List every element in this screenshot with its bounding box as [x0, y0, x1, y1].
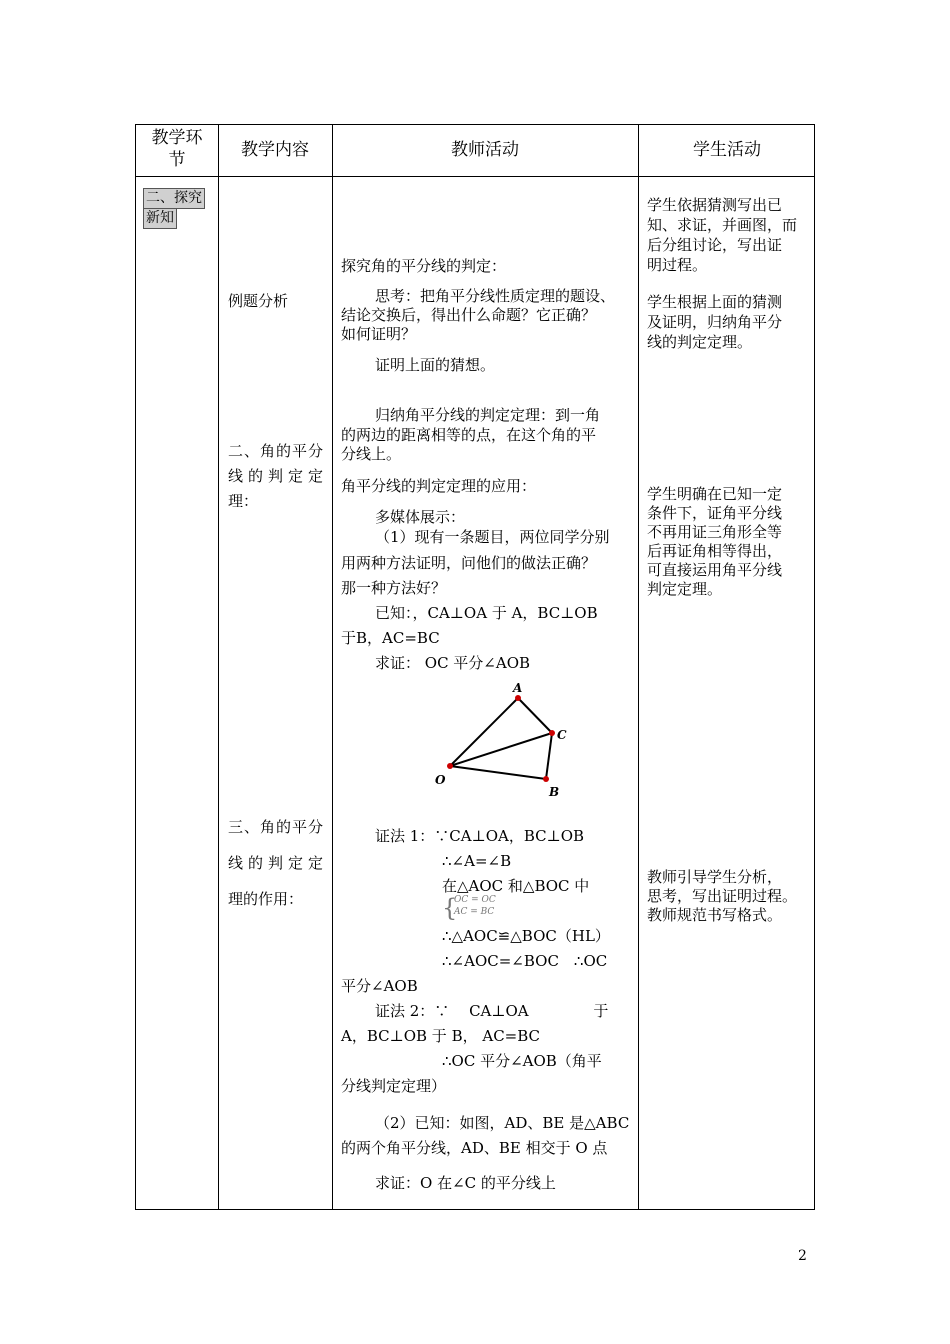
problem2-line2: 的两个角平分线，AD、BE 相交于 O 点 [341, 1139, 608, 1157]
header-content: 教学内容 [241, 140, 309, 160]
point-o [447, 763, 453, 769]
method1-line3: 在△AOC 和△BOC 中 [442, 877, 590, 895]
segment-bc [546, 733, 552, 779]
teacher-problem1-line2: 用两种方法证明，问他们的做法正确？ [341, 554, 597, 572]
method1-line6: 平分∠AOB [341, 977, 418, 995]
method2-line3: ∴OC 平分∠AOB（角平 [442, 1052, 602, 1070]
teacher-multimedia: 多媒体展示： [375, 508, 466, 526]
stage-label-line2: 新知 [143, 208, 177, 229]
content-section3-line2: 线的判定定 [228, 854, 323, 872]
point-b [543, 776, 549, 782]
student-s1-line4: 明过程。 [647, 256, 708, 274]
segment-ob [450, 766, 546, 779]
method2-line2: A，BC⊥OB 于 B， AC=BC [341, 1027, 541, 1045]
teacher-given1-line1: 已知：，CA⊥OA 于 A，BC⊥OB [375, 604, 598, 622]
student-s3-line2: 条件下，证角平分线 [647, 504, 783, 522]
method2-line1: 证法 2：∵ CA⊥OA 于 [375, 1002, 609, 1020]
problem2-prove: 求证：O 在∠C 的平分线上 [375, 1174, 556, 1192]
student-s1-line3: 后分组讨论，写出证 [647, 236, 783, 254]
header-divider [136, 176, 814, 177]
content-section3-line1: 三、角的平分 [228, 818, 323, 836]
stage-label-line1: 二、探究 [143, 188, 205, 209]
method1-eq1: OC = OC [454, 895, 496, 905]
col-divider [218, 125, 219, 1209]
teacher-summary-line3: 分线上。 [341, 445, 402, 463]
problem2-line1: （2）已知：如图，AD、BE 是△ABC [375, 1114, 630, 1132]
student-s4-line2: 思考，写出证明过程。 [647, 887, 798, 905]
segment-ac [518, 698, 552, 733]
content-section2-line1: 二、角的平分 [228, 442, 323, 460]
student-s4-line3: 教师规范书写格式。 [647, 906, 783, 924]
label-c: C [557, 728, 567, 742]
method1-eq2: AC = BC [454, 907, 495, 917]
student-s4-line1: 教师引导学生分析， [647, 868, 783, 886]
point-a [515, 695, 521, 701]
method2-line4: 分线判定定理） [341, 1077, 447, 1095]
content-example: 例题分析 [228, 292, 289, 310]
teacher-prove1: 求证： OC 平分∠AOB [375, 654, 531, 672]
content-section2-line3: 理： [228, 492, 259, 510]
student-s1-line1: 学生依据猜测写出已 [647, 196, 783, 214]
content-section2-line2: 线的判定定 [228, 467, 323, 485]
col-divider [638, 125, 639, 1209]
teacher-summary-line1: 归纳角平分线的判定定理：到一角 [375, 406, 601, 424]
triangle-figure [425, 676, 585, 801]
student-s3-line4: 后再证角相等得出， [647, 542, 783, 560]
teacher-think-line3: 如何证明？ [341, 325, 417, 343]
label-o: O [435, 773, 446, 787]
student-s2-line3: 线的判定定理。 [647, 333, 753, 351]
method1-line4: ∴△AOC≌△BOC（HL） [442, 927, 610, 945]
student-s3-line5: 可直接运用角平分线 [647, 561, 783, 579]
student-s3-line6: 判定定理。 [647, 580, 723, 598]
method1-line2: ∴∠A=∠B [442, 852, 512, 870]
teacher-application: 角平分线的判定定理的应用： [341, 477, 537, 495]
teacher-think-line1: 思考：把角平分线性质定理的题设、 [375, 287, 616, 305]
content-section3-line3: 理的作用： [228, 890, 304, 908]
label-b: B [549, 785, 560, 799]
brace-icon: { [442, 894, 458, 922]
teacher-problem1-line1: （1）现有一条题目，两位同学分别 [375, 528, 610, 546]
teacher-problem1-line3: 那一种方法好？ [341, 579, 447, 597]
student-s2-line2: 及证明，归纳角平分 [647, 313, 783, 331]
label-a: A [513, 681, 523, 695]
teacher-summary-line2: 的两边的距离相等的点，在这个角的平 [341, 426, 597, 444]
student-s3-line3: 不再用证三角形全等 [647, 523, 783, 541]
teacher-prove: 证明上面的猜想。 [375, 356, 496, 374]
student-s1-line2: 知、求证，并画图，而 [647, 216, 798, 234]
header-student: 学生活动 [693, 140, 761, 160]
page-number: 2 [798, 1248, 807, 1264]
teacher-given1-line2: 于B，AC=BC [341, 629, 440, 647]
method1-line1: 证法 1：∵CA⊥OA，BC⊥OB [375, 827, 585, 845]
student-s2-line1: 学生根据上面的猜测 [647, 293, 783, 311]
col-divider [332, 125, 333, 1209]
teacher-explore: 探究角的平分线的判定： [341, 257, 507, 275]
student-s3-line1: 学生明确在已知一定 [647, 485, 783, 503]
teacher-think-line2: 结论交换后，得出什么命题？它正确？ [341, 306, 597, 324]
method1-line5: ∴∠AOC=∠BOC ∴OC [442, 952, 608, 970]
header-stage: 教学环节 [151, 128, 203, 170]
point-c [549, 730, 555, 736]
header-teacher: 教师活动 [451, 140, 519, 160]
method1-system [442, 896, 562, 924]
